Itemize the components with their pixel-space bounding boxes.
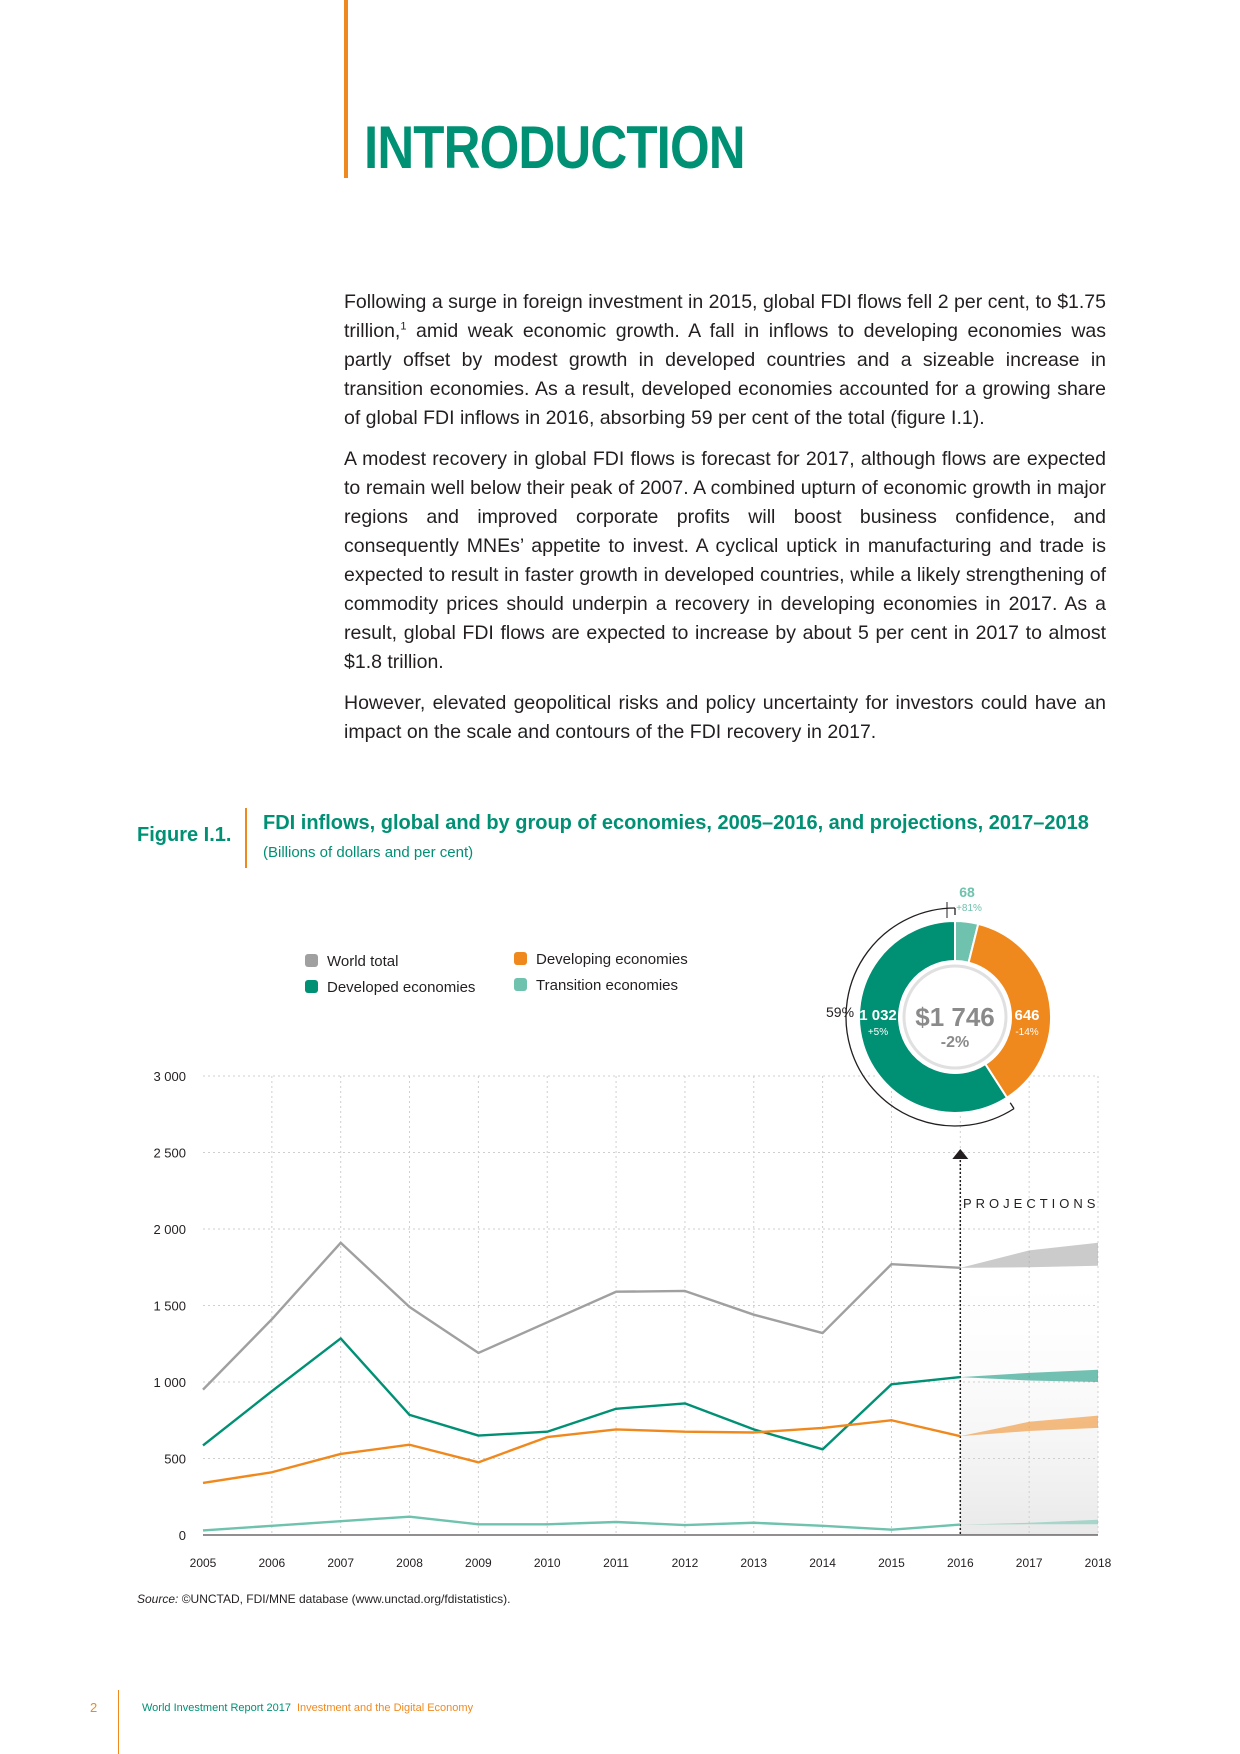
x-tick-label: 2012: [671, 1556, 699, 1570]
x-tick-label: 2010: [533, 1556, 561, 1570]
x-tick-label: 2013: [740, 1556, 768, 1570]
data-point: [477, 1434, 480, 1437]
data-point: [339, 1241, 342, 1244]
donut-total: $1 746: [915, 1002, 995, 1032]
x-tick-label: 2015: [878, 1556, 905, 1570]
series-line: [203, 1420, 960, 1483]
slice-value-developed: 1 032: [859, 1007, 897, 1024]
figure-title: FDI inflows, global and by group of economies, 2005–2016, and projections, 2017–2018: [263, 812, 1089, 834]
paragraph-3: However, elevated geopolitical risks and policy uncertainty for investors could have an impact on the scale and contours of the FDI recovery in 2017.: [344, 692, 1106, 743]
data-point: [752, 1431, 755, 1434]
slice-change-developed: +5%: [867, 1027, 889, 1038]
data-point: [546, 1436, 549, 1439]
data-point: [270, 1390, 273, 1393]
x-tick-label: 2007: [327, 1556, 355, 1570]
data-point: [546, 1321, 549, 1324]
data-point: [890, 1419, 893, 1422]
data-point: [821, 1524, 824, 1527]
legend-item-developing: [514, 951, 688, 968]
y-tick-label: 2 000: [153, 1222, 186, 1237]
data-point: [477, 1351, 480, 1354]
series-line: [203, 1243, 960, 1390]
x-tick-label: 2011: [603, 1556, 629, 1570]
data-point: [683, 1430, 686, 1433]
data-point: [477, 1523, 480, 1526]
data-point: [202, 1529, 205, 1532]
fdi-chart: [0, 860, 1240, 1580]
data-point: [615, 1520, 618, 1523]
bracket-tick: [1010, 1103, 1014, 1109]
data-point: [683, 1289, 686, 1292]
projection-label: PROJECTIONS: [963, 1196, 1100, 1211]
data-point: [821, 1426, 824, 1429]
y-tick-label: 1 500: [153, 1298, 186, 1314]
x-tick-label: 2008: [396, 1556, 423, 1570]
data-point: [683, 1524, 686, 1527]
grid: [203, 1076, 1098, 1535]
x-tick-label: 2016: [946, 1556, 974, 1570]
page-title: INTRODUCTION: [364, 114, 745, 181]
data-point: [615, 1407, 618, 1410]
y-tick-label: 2 500: [153, 1145, 186, 1161]
report-name: World Investment Report 2017: [142, 1702, 291, 1714]
data-point: [270, 1318, 273, 1321]
x-tick-label: 2014: [809, 1556, 836, 1570]
legend-item-world: [305, 953, 398, 970]
data-point: [408, 1306, 411, 1309]
slice-change-developing: -14%: [1015, 1027, 1039, 1038]
projection-arrow: [952, 1149, 968, 1159]
data-point: [615, 1428, 618, 1431]
legend-swatch: [514, 952, 527, 965]
data-point: [683, 1402, 686, 1405]
developed-share-label: 59%: [826, 1004, 855, 1020]
donut-total-change: -2%: [940, 1034, 970, 1051]
x-tick-label: 2009: [465, 1556, 492, 1570]
footnote-ref[interactable]: 1: [400, 320, 407, 333]
intro-body: [344, 288, 1106, 759]
data-point: [615, 1290, 618, 1293]
y-tick-label: 500: [164, 1451, 186, 1467]
page-number: 2: [90, 1700, 98, 1715]
paragraph-1: Following a surge in foreign investment in 2015, global FDI flows fell 2 per cent, to $1.75 trillion,$^1$ amid weak economic growth. A fall in inflows to developing economies was partly offset by modest growth in developed countries and a sizeable increase in transition economies. As a result, developed economies accounted for a growing share of global FDI inflows in 2016, absorbing 59 per cent of the total (figure I.1).: [344, 291, 1106, 429]
data-point: [339, 1452, 342, 1455]
title-accent-bar: [344, 0, 348, 178]
data-point: [752, 1521, 755, 1524]
data-point: [408, 1443, 411, 1446]
legend-label: World total: [327, 953, 399, 970]
y-tick-label: 3 000: [153, 1069, 186, 1084]
data-point: [821, 1332, 824, 1335]
series-line: [203, 1517, 960, 1531]
y-tick-label: 1 000: [153, 1375, 186, 1390]
data-point: [477, 1461, 480, 1464]
data-point: [546, 1523, 549, 1526]
paragraph-2: A modest recovery in global FDI flows is forecast for 2017, although flows are expected to remain well below their peak of 2007. A combined upturn of economic growth in major regions and improved corporate profits will boost business confidence, and consequently MNEs’ appetite to invest. A cyclical uptick in manufacturing and trade is expected to result in faster growth in developed countries, while a likely strengthening of commodity prices should underpin a recovery in developing economies in 2017. As a result, global FDI flows are expected to increase by about 5 per cent in 2017 to almost $1.8 trillion.: [344, 448, 1106, 673]
footer-text: [142, 1702, 473, 1714]
legend: [305, 951, 688, 996]
legend-swatch: [305, 980, 318, 993]
legend-item-transition: [514, 977, 678, 994]
data-point: [202, 1388, 205, 1391]
footer-rule: [118, 1690, 119, 1754]
report-subtitle: Investment and the Digital Economy: [296, 1702, 474, 1714]
figure-source: Source: ©UNCTAD, FDI/MNE database (www.unctad.org/fdistatistics).: [137, 1592, 511, 1606]
data-point: [752, 1428, 755, 1431]
slice-value-transition: 68: [959, 884, 975, 900]
data-point: [752, 1313, 755, 1316]
y-tick-label: 0: [178, 1528, 186, 1543]
figure-label: Figure I.1.: [137, 824, 232, 846]
data-point: [202, 1444, 205, 1447]
data-point: [890, 1263, 893, 1266]
slice-change-transition: +81%: [956, 903, 982, 914]
data-point: [408, 1515, 411, 1518]
figure-subtitle: (Billions of dollars and per cent): [263, 844, 474, 861]
data-point: [890, 1383, 893, 1386]
legend-label: Transition economies: [536, 977, 679, 994]
data-point: [339, 1337, 342, 1340]
donut-chart: [826, 884, 1051, 1126]
x-tick-label: 2018: [1084, 1556, 1112, 1570]
legend-label: Developed economies: [327, 979, 476, 996]
legend-label: Developing economies: [536, 951, 688, 968]
legend-swatch: [305, 954, 318, 967]
slice-value-developing: 646: [1014, 1007, 1040, 1024]
x-tick-label: 2017: [1015, 1556, 1043, 1570]
data-point: [270, 1471, 273, 1474]
data-point: [890, 1528, 893, 1531]
x-tick-label: 2006: [258, 1556, 286, 1570]
legend-swatch: [514, 978, 527, 991]
data-point: [339, 1520, 342, 1523]
figure-separator: [245, 808, 247, 868]
legend-item-developed: [305, 979, 475, 996]
x-tick-label: 2005: [189, 1556, 217, 1570]
data-point: [270, 1524, 273, 1527]
data-point: [546, 1430, 549, 1433]
data-point: [202, 1481, 205, 1484]
data-point: [408, 1413, 411, 1416]
data-point: [821, 1448, 824, 1451]
